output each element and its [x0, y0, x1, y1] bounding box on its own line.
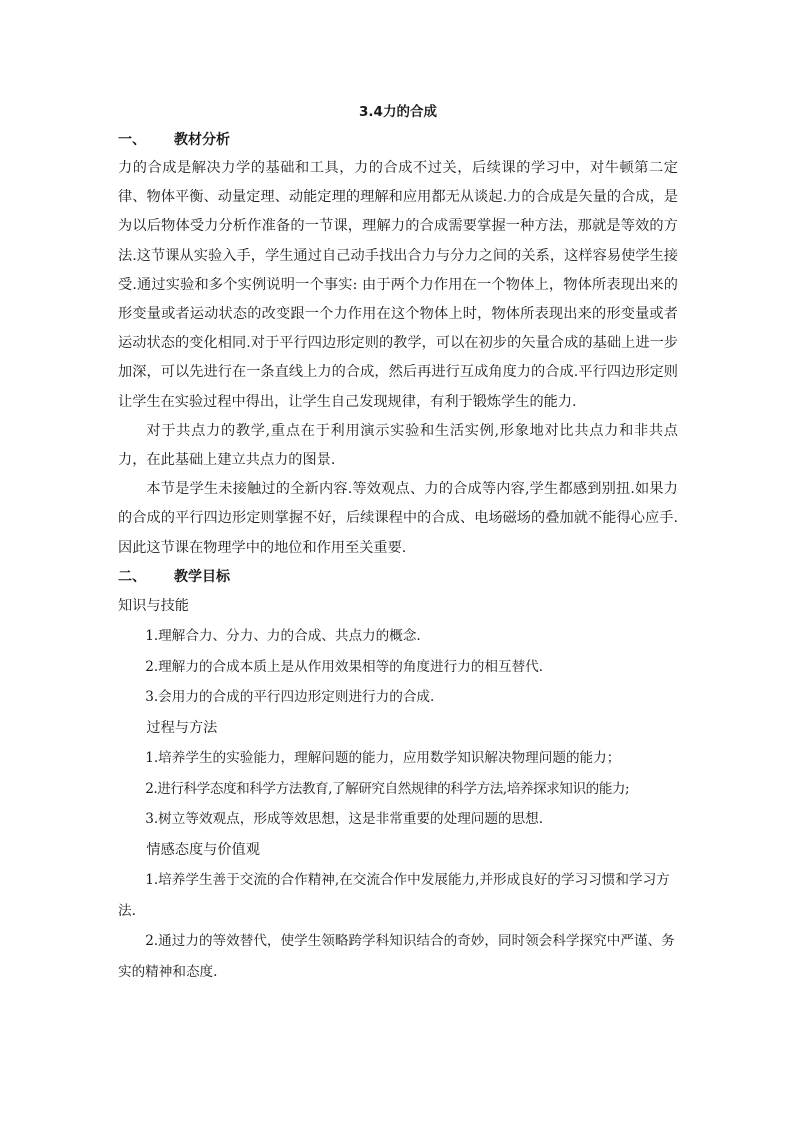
objective-item: 2.理解力的合成本质上是从作用效果相等的角度进行力的相互替代. — [145, 658, 544, 675]
section-heading-analysis — [118, 126, 678, 154]
objective-item: 1.培养学生的实验能力，理解问题的能力，应用数学知识解决物理问题的能力； — [145, 750, 621, 767]
objective-item: 3.树立等效观点，形成等效思想，这是非常重要的处理问题的思想. — [145, 811, 544, 828]
objective-group-title: 情感态度与价值观 — [146, 841, 260, 858]
objective-group-title: 过程与方法 — [146, 719, 218, 736]
section-number: 一、 — [118, 132, 146, 148]
paragraph: 力的合成是解决力学的基础和工具，力的合成不过关，后续课的学习中，对牛顿第二定律、物体平衡、动量定理、动能定理的理解和应用都无从谈起.力的合成是矢量的合成，是为以后物体受力分析作准备的一节课，理解力的合成需要掌握一种方法，那就是等效的方法.这节课从实验入手，学生通过自己动手找出合力与分力之间的关系，这样容易使学生接受.通过实验和多个实例说明一个事实: 由于两个力作用在一个物体上，物体所表现出来的形变量或者运动状态的改变跟一个力作用在这个物体上时，物体所表现出来的形变量或者运动状态的变化相同.对于平行四边形定则的教学，可以在初步的矢量合成的基础上进一步加深，可以先进行在一条直线上力的合成，然后再进行互成角度力的合成.平行四边形定则让学生在实验过程中得出，让学生自己发现规律，有利于锻炼学生的能力. — [118, 160, 678, 410]
section-title: 教材分析 — [174, 132, 230, 148]
objective-item: 1.培养学生善于交流的合作精神,在交流合作中发展能力,并形成良好的学习习惯和学习方法. — [118, 872, 670, 919]
paragraph: 本节是学生未接触过的全新内容.等效观点、力的合成等内容,学生都感到别扭.如果力的合成的平行四边形定则掌握不好，后续课程中的合成、电场磁场的叠加就不能得心应手.因此这节课在物理学中的地位和作用至关重要. — [118, 481, 678, 556]
objective-item: 2.进行科学态度和科学方法教育,了解研究自然规律的科学方法,培养探求知识的能力; — [145, 780, 630, 797]
section-number: 二、 — [118, 568, 146, 585]
objective-item: 3.会用力的合成的平行四边形定则进行力的合成. — [145, 689, 435, 706]
section-heading-objectives — [118, 563, 678, 591]
objective-item: 1.理解合力、分力、力的合成、共点力的概念. — [145, 628, 421, 645]
section-title: 教学目标 — [174, 568, 230, 585]
objective-group-title: 知识与技能 — [118, 597, 189, 614]
paragraph: 对于共点力的教学,重点在于利用演示实验和生活实例,形象地对比共点力和非共点力，在此基础上建立共点力的图景. — [118, 422, 678, 469]
document-title: 3.4力的合成 — [359, 104, 437, 120]
document-page — [118, 100, 678, 987]
objective-item: 2.通过力的等效替代，使学生领略跨学科知识结合的奇妙，同时领会科学探究中严谨、务实的精神和态度. — [118, 933, 675, 980]
